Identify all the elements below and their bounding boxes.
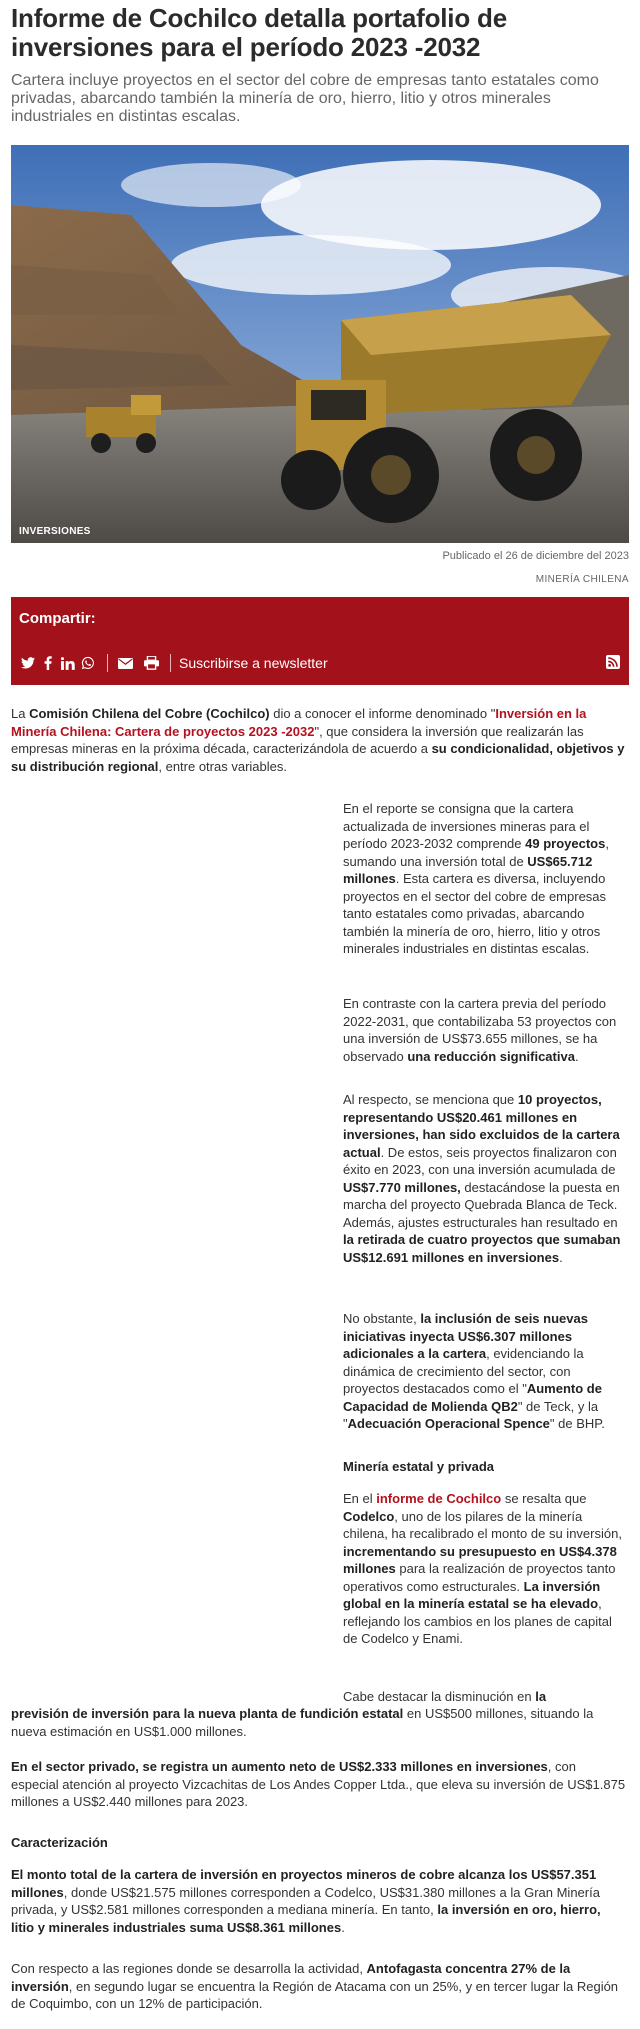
text: , reflejando los cambios en los planes de capital de Codelco y Enami. bbox=[343, 1596, 612, 1646]
text: , entre otras variables. bbox=[158, 758, 287, 774]
whatsapp-icon[interactable] bbox=[79, 654, 97, 672]
text: , uno de los pilares de la minería chilena, ha recalibrado el monto de su inversión, bbox=[343, 1508, 622, 1541]
text: , donde US$21.575 millones corresponden a Codelco, US$31.380 millones a la Gran Minería privada, y US$2.581 millones corresponden a mediana minería. En tanto, bbox=[11, 1884, 600, 1917]
bold-text: 49 proyectos bbox=[525, 836, 606, 851]
publish-date: Publicado el 26 de diciembre del 2023 bbox=[442, 550, 629, 562]
bold-text: US$65.712 millones bbox=[343, 853, 593, 886]
bold-text: incrementando su presupuesto en US$4.378 millones bbox=[343, 1543, 617, 1576]
text: . bbox=[341, 1919, 345, 1935]
paragraph-regions bbox=[11, 1960, 626, 2013]
bold-text: la retirada de cuatro proyectos que sumaban US$12.691 millones en inversiones bbox=[343, 1232, 621, 1265]
rss-icon[interactable] bbox=[606, 655, 620, 669]
mining-trucks-photo bbox=[11, 145, 629, 543]
hero-image bbox=[11, 145, 629, 543]
bold-text: Aumento de Capacidad de Molienda QB2 bbox=[343, 1381, 602, 1414]
article-source: MINERÍA CHILENA bbox=[535, 574, 629, 585]
bold-text: La inversión global en la minería estatal se ha elevado bbox=[343, 1578, 601, 1611]
text: . bbox=[559, 1249, 563, 1265]
bold-text: El monto total de la cartera de inversión en proyectos mineros de cobre alcanza los US$57.351 millones bbox=[11, 1867, 597, 1900]
text: Al respecto, se menciona que bbox=[343, 1092, 518, 1107]
bold-text: US$7.770 millones, bbox=[343, 1179, 461, 1195]
text: , evidenciando la dinámica de crecimiento del sector, con proyectos destacados como el " bbox=[343, 1346, 584, 1396]
paragraph-contrast bbox=[343, 995, 628, 1065]
text: en US$500 millones, situando la nueva estimación en US$1.000 millones. bbox=[11, 1706, 594, 1739]
linkedin-icon[interactable] bbox=[59, 654, 77, 672]
paragraph-intro bbox=[11, 705, 626, 775]
section-heading-characterization: Caracterización bbox=[11, 1835, 108, 1850]
paragraph-smelter-line1 bbox=[343, 1688, 628, 1706]
paragraph-private-sector bbox=[11, 1758, 626, 1811]
text: Con respecto a las regiones donde se desarrolla la actividad, bbox=[11, 1961, 367, 1976]
bold-text: una reducción significativa bbox=[407, 1048, 575, 1064]
text: se resalta que bbox=[501, 1491, 587, 1506]
newsletter-link[interactable]: Suscribirse a newsletter bbox=[179, 655, 328, 671]
bold-text: En el sector privado, se registra un aumento neto de US$2.333 millones en inversiones bbox=[11, 1759, 548, 1774]
bold-text: la bbox=[535, 1689, 547, 1704]
bold-text: Comisión Chilena del Cobre (Cochilco) bbox=[29, 706, 270, 721]
share-divider bbox=[170, 654, 171, 672]
paragraph-excluded-projects bbox=[343, 1091, 628, 1266]
text: destacándose la puesta en marcha del proyecto Quebrada Blanca de Teck. Además, ajustes estructurales han resultado en bbox=[343, 1179, 620, 1230]
bold-text: Codelco bbox=[343, 1508, 395, 1524]
section-heading-state-private: Minería estatal y privada bbox=[343, 1459, 495, 1474]
cochilco-report-link[interactable]: informe de Cochilco bbox=[376, 1491, 502, 1506]
text: No obstante, bbox=[343, 1311, 421, 1326]
article-subtitle: Cartera incluye proyectos en el sector del cobre de empresas tanto estatales como privadas, abarcando también la minería de oro, hierro, litio y otros minerales industriales en distintas escalas. bbox=[11, 72, 599, 125]
text: , en segundo lugar se encuentra la Región de Atacama con un 25%, y en tercer lugar la Región de Coquimbo, con un 12% de participación. bbox=[11, 1978, 619, 2011]
text: ", que considera la inversión que realizarán las empresas mineras en la próxima década, caracterizándola de acuerdo a bbox=[11, 723, 584, 756]
text: dio a conocer el informe denominado " bbox=[269, 706, 496, 721]
bold-text: la inversión en oro, hierro, litio y minerales industriales suma US$8.361 millones bbox=[11, 1902, 601, 1935]
text: . De estos, seis proyectos finalizaron con éxito en 2023, con una inversión acumulada de bbox=[343, 1144, 617, 1177]
bold-text: Antofagasta concentra 27% de la inversión bbox=[11, 1961, 571, 1994]
image-category-tag: INVERSIONES bbox=[19, 526, 91, 537]
facebook-icon[interactable] bbox=[39, 654, 57, 672]
share-title: Compartir: bbox=[19, 610, 96, 627]
report-link[interactable]: Inversión en la Minería Chilena: Cartera de proyectos 2023 -2032 bbox=[11, 706, 587, 739]
paragraph-new-initiatives bbox=[343, 1310, 628, 1433]
paragraph-portfolio bbox=[343, 800, 628, 958]
text: Cabe destacar la disminución en bbox=[343, 1689, 536, 1704]
text: . Esta cartera es diversa, incluyendo proyectos en el sector del cobre de empresas tanto estatales como privadas, abarcando también la minería de oro, hierro, litio y otros minerales industriales en distintas escalas. bbox=[343, 871, 607, 956]
text: , con especial atención al proyecto Vizcachitas de Los Andes Copper Ltda., que eleva su inversión de US$1.875 millones a US$2.440 millones para 2023. bbox=[11, 1759, 626, 1809]
bold-text: la inclusión de seis nuevas iniciativas inyecta US$6.307 millones adicionales a la cartera bbox=[343, 1311, 588, 1361]
text: " de BHP. bbox=[549, 1416, 605, 1431]
bold-text: Adecuación Operacional Spence bbox=[347, 1416, 550, 1431]
paragraph-copper-total bbox=[11, 1866, 626, 1936]
text: En el bbox=[343, 1491, 377, 1506]
text: . bbox=[574, 1048, 579, 1064]
share-bar bbox=[11, 597, 629, 685]
paragraph-codelco bbox=[343, 1490, 628, 1648]
print-icon[interactable] bbox=[142, 654, 160, 672]
bold-text: previsión de inversión para la nueva planta de fundición estatal bbox=[11, 1706, 404, 1721]
bold-text: su condicionalidad, objetivos y su distribución regional bbox=[11, 741, 625, 774]
article-title: Informe de Cochilco detalla portafolio de inversiones para el período 2023 -2032 bbox=[11, 3, 507, 62]
share-divider bbox=[107, 654, 108, 672]
email-icon[interactable] bbox=[116, 654, 134, 672]
twitter-icon[interactable] bbox=[19, 654, 37, 672]
text: " de Teck, y la " bbox=[343, 1398, 599, 1431]
text: , sumando una inversión total de bbox=[343, 836, 609, 869]
bold-text: 10 proyectos, representando US$20.461 millones en inversiones, han sido excluidos de la cartera actual bbox=[343, 1092, 620, 1160]
text: La bbox=[11, 706, 30, 721]
text: para la realización de proyectos tanto operativos como estructurales. bbox=[343, 1561, 616, 1594]
text: En el reporte se consigna que la cartera actualizada de inversiones mineras para el período 2023-2032 comprende bbox=[343, 801, 590, 851]
paragraph-smelter bbox=[11, 1705, 626, 1740]
text: En contraste con la cartera previa del período 2022-2031, que contabilizaba 53 proyectos con una inversión de US$73.655 millones, se ha observado bbox=[343, 996, 617, 1064]
share-icons-row bbox=[19, 653, 328, 673]
